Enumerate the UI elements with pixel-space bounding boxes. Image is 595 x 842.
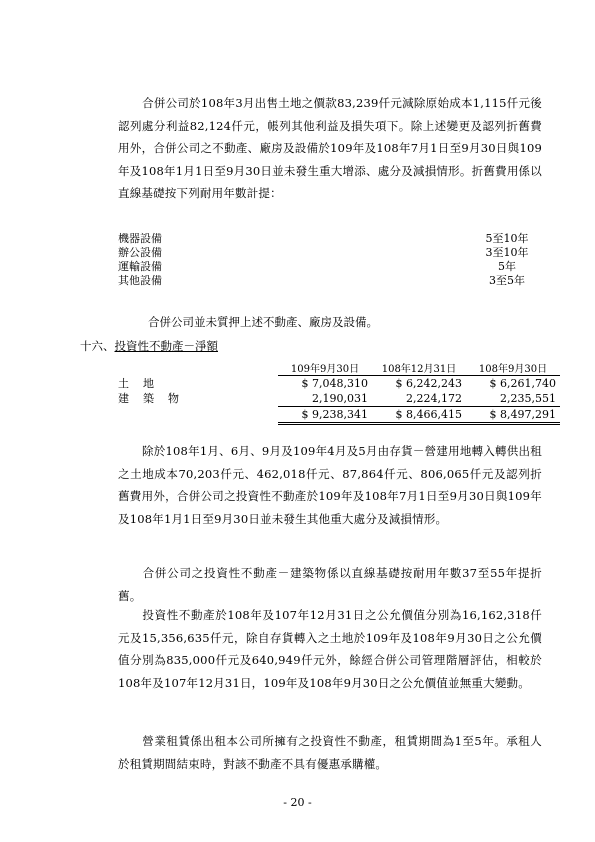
table-row — [112, 376, 560, 392]
table-row — [112, 391, 560, 407]
useful-life-row: 機器設備 5至10年 — [118, 232, 529, 245]
useful-life-row: 運輸設備 5年 — [118, 260, 516, 273]
column-header: 108年9月30日 — [466, 360, 560, 376]
section-heading: 十六、投資性不動產－淨額 — [80, 339, 218, 353]
table-cell: $ 6,242,243 — [395, 377, 462, 390]
table-cell: $ 6,261,740 — [489, 377, 556, 390]
table-cell: $ 7,048,310 — [301, 377, 368, 390]
table-total-row — [112, 407, 560, 424]
column-header: 109年9月30日 — [278, 360, 372, 376]
row-label: 土地 — [118, 376, 168, 390]
row-label: 建築物 — [118, 392, 193, 406]
paragraph-depreciation: 合併公司之投資性不動產－建築物係以直線基礎按耐用年數37至55年提折舊。 — [118, 566, 542, 603]
table-header-row — [112, 360, 560, 376]
paragraph-fair-value: 投資性不動產於108年及107年12月31日之公允價值分別為16,162,318仟元及15,356,635仟元，除自存貨轉入之土地於109年及108年9月30日之公允價值分別為835,000仟元及640,949仟元外，餘經合併公司管理階層評估，相較於108年及107年12月31日，109年及108年9月30日之公允價值並無重大變動。 — [118, 608, 542, 690]
paragraph-land-sale: 合併公司於108年3月出售土地之價款83,239仟元減除原始成本1,115仟元後認列處分利益82,124仟元，帳列其他利益及損失項下。除上述變更及認列折舊費用外，合併公司之不動產、廠房及設備於109年及108年7月1日至9月30日與109年及108年1月1日至9月30日並未發生重大增添、處分及減損情形。折舊費用係以直線基礎按下列耐用年數計提： — [118, 96, 542, 200]
table-total-cell: $ 8,497,291 — [466, 407, 560, 424]
paragraph-inventory-transfer: 除於108年1月、6月、9月及109年4月及5月由存貨－營建用地轉入轉供出租之土地成本70,203仟元、462,018仟元、87,864仟元、806,065仟元及認列折舊費用外，合併公司之投資性不動產於109年及108年7月1日至9月30日與109年及108年1月1日至9月30日並未發生其他重大處分及減損情形。 — [118, 444, 542, 526]
useful-life-row: 辦公設備 3至10年 — [118, 246, 529, 259]
useful-lives-list — [118, 232, 542, 288]
column-header: 108年12月31日 — [372, 360, 466, 376]
table-cell: 2,190,031 — [278, 391, 372, 407]
collateral-note: 合併公司並未質押上述不動產、廠房及設備。 — [148, 315, 378, 329]
table-total-cell: $ 9,238,341 — [278, 407, 372, 424]
table-cell: 2,235,551 — [466, 391, 560, 407]
page-number: - 20 - — [283, 796, 312, 809]
table-total-cell: $ 8,466,415 — [372, 407, 466, 424]
table-cell: 2,224,172 — [372, 391, 466, 407]
paragraph-operating-lease: 營業租賃係出租本公司所擁有之投資性不動產，租賃期間為1至5年。承租人於租賃期間結束時，對該不動產不具有優惠承購權。 — [118, 734, 542, 771]
useful-life-row: 其他設備 3至5年 — [118, 274, 525, 287]
investment-property-table — [112, 360, 560, 425]
